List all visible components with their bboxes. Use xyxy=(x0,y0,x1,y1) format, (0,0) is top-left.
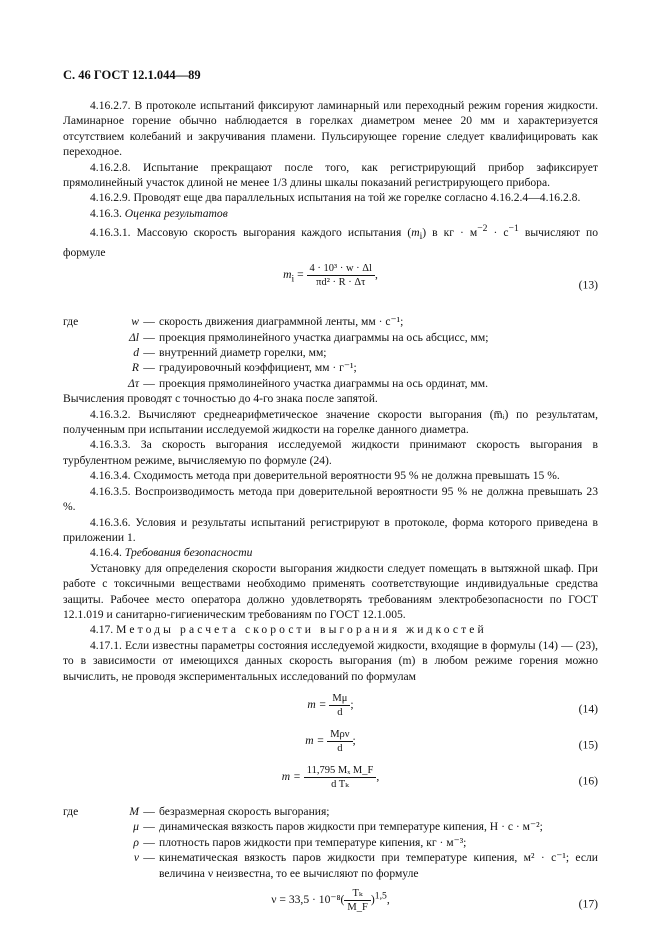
section-heading-4-16-3: 4.16.3. Оценка результатов xyxy=(90,206,228,220)
definition-row xyxy=(63,360,598,375)
equation-17: ν = 33,5 · 10⁻⁸( $\frac{\text{Tₖ}}{M\_F}$ )$^{1,5}$, (17) xyxy=(271,888,598,914)
section-heading-4-16-4: 4.16.4. Требования безопасности xyxy=(90,546,253,560)
definition-dash: — xyxy=(143,804,155,818)
definition-text: безразмерная скорость выгорания; xyxy=(159,804,330,818)
definition-text: внутренний диаметр горелки, мм; xyxy=(159,346,327,360)
definition-dash: — xyxy=(143,835,155,849)
definition-symbol: μ xyxy=(133,820,139,834)
equation-13: $m_i$ = $\frac{\text{4 · 10³ · w · Δl}}{\text{πd² · R · Δτ}}$ , (13) xyxy=(283,263,598,292)
equation-14: m = $\frac{M\mu}{d}$ ; (14) xyxy=(307,692,598,718)
definition-symbol xyxy=(101,819,139,834)
definitions-list-1 xyxy=(63,314,598,391)
paragraph-precision: Вычисления проводят с точностью до 4-го знака после запятой. xyxy=(63,392,378,406)
definition-dash: — xyxy=(143,330,155,344)
definition-symbol xyxy=(101,850,139,881)
definition-row xyxy=(63,376,598,391)
definition-row xyxy=(63,345,598,360)
equation-number: (16) xyxy=(578,774,598,788)
definition-symbol xyxy=(101,360,139,375)
definition-text: кинематическая вязкость паров жидкости при температуре кипения, м² · с⁻¹; если величина ν неизвестна, то ее вычисляют по формуле xyxy=(159,851,598,880)
page-header: С. 46 ГОСТ 12.1.044—89 xyxy=(63,68,201,82)
definition-dash: — xyxy=(143,820,155,834)
definition-row xyxy=(63,850,598,881)
equation-number: (17) xyxy=(578,897,598,911)
definition-symbol: M xyxy=(129,804,139,818)
paragraph-4-16-3-1: 4.16.3.1. Массовую скорость выгорания каждого испытания $(m_i)$ в кг · $м^{-2} \cdot с^{-1}$ вычисляют по формуле xyxy=(63,223,598,259)
document-body xyxy=(63,98,598,923)
equation-15: m = $\frac{\text{Mρν}}{d}$ ; (15) xyxy=(305,728,598,754)
definition-symbol: ν xyxy=(133,851,139,865)
definition-row xyxy=(63,314,598,329)
definition-row xyxy=(63,330,598,345)
definition-symbol: d xyxy=(133,346,139,360)
definition-dash: — xyxy=(143,361,155,375)
equation-number: (14) xyxy=(578,702,598,716)
definition-dash: — xyxy=(143,346,155,360)
definition-lead: где xyxy=(63,804,79,818)
definition-symbol xyxy=(101,330,139,345)
definitions-list-2 xyxy=(63,804,598,881)
definition-text: градуировочный коэффициент, мм · г⁻¹; xyxy=(159,361,357,375)
paragraph-4-16-3-3: 4.16.3.3. За скорость выгорания исследуемой жидкости принимают скорость выгорания в турбулентном режиме, вычисляемую по формуле (24). xyxy=(63,438,598,467)
definition-symbol: w xyxy=(131,315,139,329)
definition-symbol xyxy=(101,804,139,819)
paragraph-4-16-3-2: 4.16.3.2. Вычисляют среднеарифметическое значение скорости выгорания (m̅ᵢ) по результатам, полученным при испытании исследуемой жидкости на горелке данного диаметра. xyxy=(63,407,598,437)
definition-row xyxy=(63,804,598,819)
definition-dash: — xyxy=(143,851,155,865)
definition-symbol: Δτ xyxy=(128,376,139,390)
definition-text: проекция прямолинейного участка диаграммы на ось абсцисс, мм; xyxy=(159,330,489,344)
paragraph-4-16-2-8: 4.16.2.8. Испытание прекращают после того, как регистрирующий прибор зафиксирует прямолинейный участок длиной не менее 1/3 длины шкалы показаний регистрирующего прибора. xyxy=(63,160,598,190)
definition-symbol: Δl xyxy=(128,330,139,344)
paragraph-4-17-1: 4.17.1. Если известны параметры состояния исследуемой жидкости, входящие в формулы (14) — (23), то в зависимости от имеющихся данных скорость выгорания (m) в любом режиме горения можно вычислить, не проводя экспериментальных исследований по формулам xyxy=(63,638,598,683)
definition-dash: — xyxy=(143,315,155,329)
definition-lead: где xyxy=(63,315,79,329)
definition-symbol xyxy=(101,835,139,850)
paragraph-4-16-3-5: 4.16.3.5. Воспроизводимость метода при доверительной вероятности 95 % не должна превышать 23 %. xyxy=(63,484,598,514)
paragraph-4-16-2-9: 4.16.2.9. Проводят еще два параллельных испытания на той же горелке согласно 4.16.2.4—4.16.2.8. xyxy=(90,191,581,205)
definition-row xyxy=(63,819,598,834)
equation-number: (13) xyxy=(578,278,598,292)
definition-symbol xyxy=(101,314,139,329)
paragraph-safety: Установку для определения скорости выгорания жидкости следует помещать в вытяжной шкаф. При работе с токсичными веществами необходимо применять соответствующие индивидуальные средства защиты. Рабочее место оператора должно удовлетворять требованиям электробезопасности по ГОСТ 12.1.019 и санитарно-гигиеническим требованиям по ГОСТ 12.1.005. xyxy=(63,561,598,621)
section-heading-4-17: 4.17. Методы расчета скорости выгорания жидкостей xyxy=(90,623,487,637)
paragraph-4-16-3-6: 4.16.3.6. Условия и результаты испытаний регистрируют в протоколе, форма которого приведена в приложении 1. xyxy=(63,515,598,544)
definition-symbol: ρ xyxy=(133,835,139,849)
definition-symbol xyxy=(101,345,139,360)
paragraph-4-16-2-7: 4.16.2.7. В протоколе испытаний фиксируют ламинарный или переходный режим горения жидкости. Ламинарное горение обычно наблюдается в горелках диаметром менее 20 мм и характеризуется отсутствием колебаний и закручивания пламени. Пульсирующее горение следует квалифицировать как переходное. xyxy=(63,99,598,159)
definition-dash: — xyxy=(143,376,155,390)
paragraph-4-16-3-4: 4.16.3.4. Сходимость метода при доверительной вероятности 95 % не должна превышать 15 %. xyxy=(90,469,560,483)
definition-text: плотность паров жидкости при температуре кипения, кг · м⁻³; xyxy=(159,835,467,849)
definition-symbol xyxy=(101,376,139,391)
definition-row xyxy=(63,835,598,850)
definition-text: скорость движения диаграммной ленты, мм · с⁻¹; xyxy=(159,315,404,329)
definition-symbol: R xyxy=(131,361,139,375)
definition-text: динамическая вязкость паров жидкости при температуре кипения, Н · с · м⁻²; xyxy=(159,820,543,834)
equation-16: m = $\frac{\text{11,795 Mₓ M\_F}}{\text{d Tₖ}}$ , (16) xyxy=(281,764,598,790)
definition-text: проекция прямолинейного участка диаграммы на ось ординат, мм. xyxy=(159,376,489,390)
equation-number: (15) xyxy=(578,738,598,752)
